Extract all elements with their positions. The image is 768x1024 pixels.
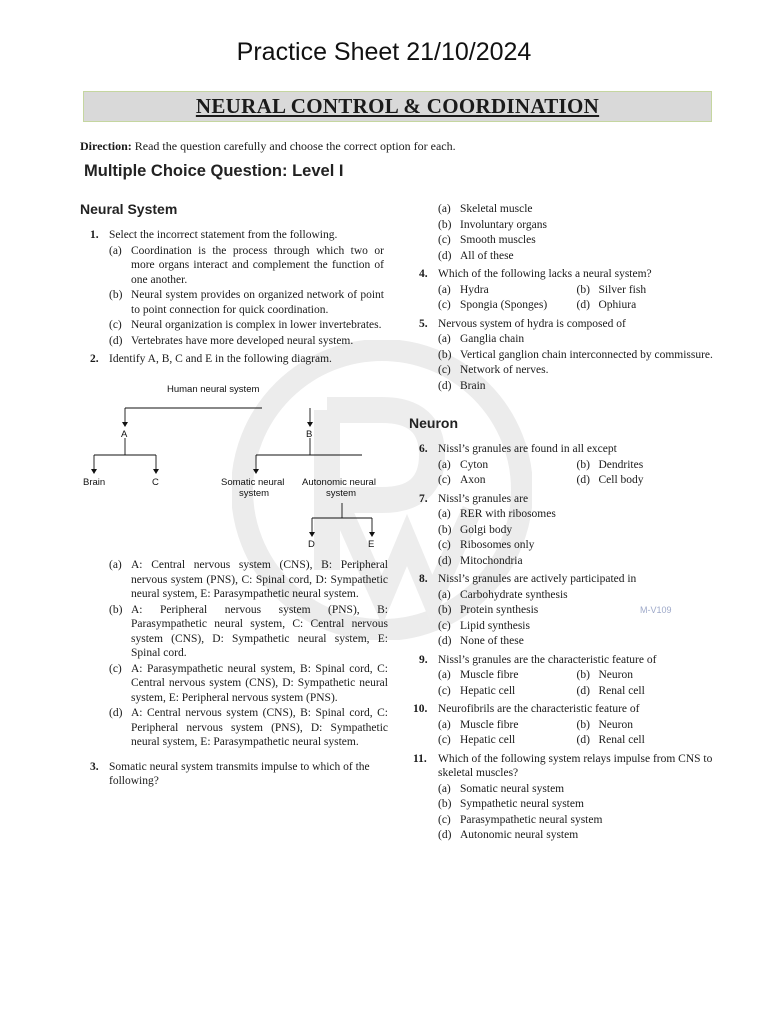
diagram-label-b: B xyxy=(306,429,313,440)
option-b[interactable]: (b) Protein synthesis xyxy=(438,604,539,616)
question-number: 1. xyxy=(90,229,99,241)
option-c[interactable]: (c) Parasympathetic neural system xyxy=(438,813,603,826)
option-a[interactable]: (a) Muscle fibre xyxy=(438,718,519,731)
question-1 xyxy=(80,228,384,348)
question-number: 4. xyxy=(419,268,428,280)
option-b[interactable]: (b) Dendrites xyxy=(576,458,644,471)
option-d[interactable]: (d) Cell body xyxy=(576,474,644,486)
question-text: Neurofibrils are the characteristic feature of xyxy=(438,703,640,715)
option-a[interactable]: (a) Muscle fibre xyxy=(438,669,519,681)
option-d[interactable]: (d) Ophiura xyxy=(576,299,637,311)
option-a[interactable]: (a) Skeletal muscle xyxy=(438,203,533,215)
diagram-label-d: D xyxy=(308,539,315,550)
option-d[interactable]: (d) Renal cell xyxy=(576,684,645,697)
question-7 xyxy=(409,492,715,569)
option-b[interactable]: (b) Golgi body xyxy=(438,523,513,536)
question-text: Nissl’s granules are xyxy=(438,492,529,505)
option-a[interactable]: (a) Somatic neural system xyxy=(438,782,565,795)
diagram-title: Human neural system xyxy=(167,384,260,395)
option-c[interactable]: (c) Hepatic cell xyxy=(438,684,516,697)
option-b[interactable]: (b) Sympathetic neural system xyxy=(438,798,584,810)
option-b[interactable]: (b) Silver fish xyxy=(576,283,647,296)
option-a[interactable]: (a) Ganglia chain xyxy=(438,333,525,345)
question-number: 8. xyxy=(419,573,428,585)
question-text: Nissl’s granules are actively participated in xyxy=(438,573,637,585)
question-text: Identify A, B, C and E in the following diagram. xyxy=(109,353,332,365)
option-d[interactable]: (d) Brain xyxy=(438,379,486,392)
question-text: Select the incorrect statement from the following. xyxy=(109,229,338,241)
direction-label: Direction: xyxy=(80,139,132,153)
question-9 xyxy=(409,653,715,699)
question-2-options xyxy=(80,558,388,750)
option-d[interactable]: (d) All of these xyxy=(438,249,514,262)
question-number: 9. xyxy=(419,653,428,666)
section-heading-neural-system: Neural System xyxy=(80,201,178,217)
chapter-banner xyxy=(83,91,712,122)
question-text: Which of the following system relays impulse from CNS to skeletal muscles? xyxy=(438,752,713,779)
question-text: Somatic neural system transmits impulse to which of the following? xyxy=(109,760,370,787)
mcq-heading: Multiple Choice Question: Level I xyxy=(84,162,344,180)
question-number: 11. xyxy=(413,752,427,765)
option-b[interactable]: (b) Neuron xyxy=(576,669,633,681)
right-column-top xyxy=(409,201,715,397)
margin-note: M-V109 xyxy=(640,605,672,615)
option-b[interactable]: (b) Neuron xyxy=(576,718,633,731)
option-c[interactable]: (c) Lipid synthesis xyxy=(438,619,530,632)
option-d[interactable]: (d) A: Central nervous system (CNS), B: Spinal cord, C: Peripheral nervous system (PNS), D: Sympathetic neural system, E: Parasympathetic neural system. xyxy=(109,707,388,748)
option-b[interactable]: (b) A: Peripheral nervous system (PNS), B: Parasympathetic neural system, C: Central nervous system (CNS), D: Sympathetic neural system, E: Spinal cord. xyxy=(109,603,388,659)
option-c[interactable]: (c) Ribosomes only xyxy=(438,539,535,551)
option-a[interactable]: (a) Hydra xyxy=(438,283,489,296)
question-6 xyxy=(409,442,715,488)
direction-line xyxy=(80,139,456,154)
question-3 xyxy=(80,760,388,789)
option-a[interactable]: (a) Cyton xyxy=(438,458,489,471)
diagram-label-a: A xyxy=(121,429,128,440)
left-column-bottom xyxy=(80,557,388,793)
question-text: Which of the following lacks a neural system? xyxy=(438,268,652,280)
diagram-label-brain: Brain xyxy=(83,477,106,488)
diagram-label-e: E xyxy=(368,539,375,550)
question-number: 7. xyxy=(419,492,428,505)
question-5 xyxy=(409,317,715,394)
question-number: 6. xyxy=(419,443,428,455)
option-d[interactable]: (d) None of these xyxy=(438,635,524,647)
direction-text: Read the question carefully and choose the correct option for each. xyxy=(131,139,456,153)
chapter-title: NEURAL CONTROL & COORDINATION xyxy=(195,94,600,118)
question-text: Nervous system of hydra is composed of xyxy=(438,317,626,330)
question-4 xyxy=(409,267,715,313)
question-2 xyxy=(80,352,384,367)
question-number: 5. xyxy=(419,317,428,330)
question-number: 3. xyxy=(90,760,99,773)
question-11 xyxy=(409,752,715,843)
option-a[interactable]: (a) RER with ribosomes xyxy=(438,508,556,520)
option-c[interactable]: (c) Neural organization is complex in lower invertebrates. xyxy=(109,319,382,331)
question-number: 2. xyxy=(90,353,99,365)
question-text: Nissl’s granules are the characteristic feature of xyxy=(438,653,657,666)
section-heading-neuron: Neuron xyxy=(409,415,458,431)
sheet-title: Practice Sheet 21/10/2024 xyxy=(236,38,532,66)
diagram-label-c: C xyxy=(152,477,159,488)
left-column-top xyxy=(80,228,384,371)
diagram-label-somatic: Somatic neural xyxy=(221,477,285,488)
option-c[interactable]: (c) Hepatic cell xyxy=(438,734,516,746)
option-a[interactable]: (a) Coordination is the process through which two or more organs interact and complement the function of one another. xyxy=(109,244,384,286)
option-c[interactable]: (c) A: Parasympathetic neural system, B: Spinal cord, C: Central nervous system (CNS), D: Sympathetic neural system, E: Peripheral nervous system (PNS). xyxy=(109,662,388,704)
option-c[interactable]: (c) Spongia (Sponges) xyxy=(438,299,548,311)
option-a[interactable]: (a) A: Central nervous system (CNS), B: Peripheral nervous system (PNS), C: Spinal cord, D: Sympathetic neural system, E: Parasympathetic neural system. xyxy=(109,559,388,600)
option-d[interactable]: (d) Mitochondria xyxy=(438,554,523,567)
diagram-label-autonomic-2: system xyxy=(326,488,357,499)
option-c[interactable]: (c) Axon xyxy=(438,474,486,486)
question-3-options xyxy=(409,202,715,263)
question-10 xyxy=(409,702,715,748)
option-c[interactable]: (c) Smooth muscles xyxy=(438,234,536,246)
option-b[interactable]: (b) Involuntary organs xyxy=(438,218,547,231)
option-b[interactable]: (b) Neural system provides on organized network of point to point connection for quick coordination. xyxy=(109,289,384,316)
diagram-label-somatic-2: system xyxy=(239,488,270,499)
option-a[interactable]: (a) Carbohydrate synthesis xyxy=(438,588,568,601)
option-d[interactable]: (d) Vertebrates have more developed neural system. xyxy=(109,334,354,347)
option-d[interactable]: (d) Renal cell xyxy=(576,734,645,746)
neural-system-diagram xyxy=(80,380,390,555)
question-number: 10. xyxy=(413,703,428,715)
right-column-bottom xyxy=(409,442,715,847)
option-b[interactable]: (b) Vertical ganglion chain interconnected by commissure. xyxy=(438,348,713,361)
question-text: Nissl’s granules are found in all except xyxy=(438,443,617,455)
diagram-label-autonomic: Autonomic neural xyxy=(302,477,376,488)
option-d[interactable]: (d) Autonomic neural system xyxy=(438,829,579,841)
option-c[interactable]: (c) Network of nerves. xyxy=(438,364,549,376)
